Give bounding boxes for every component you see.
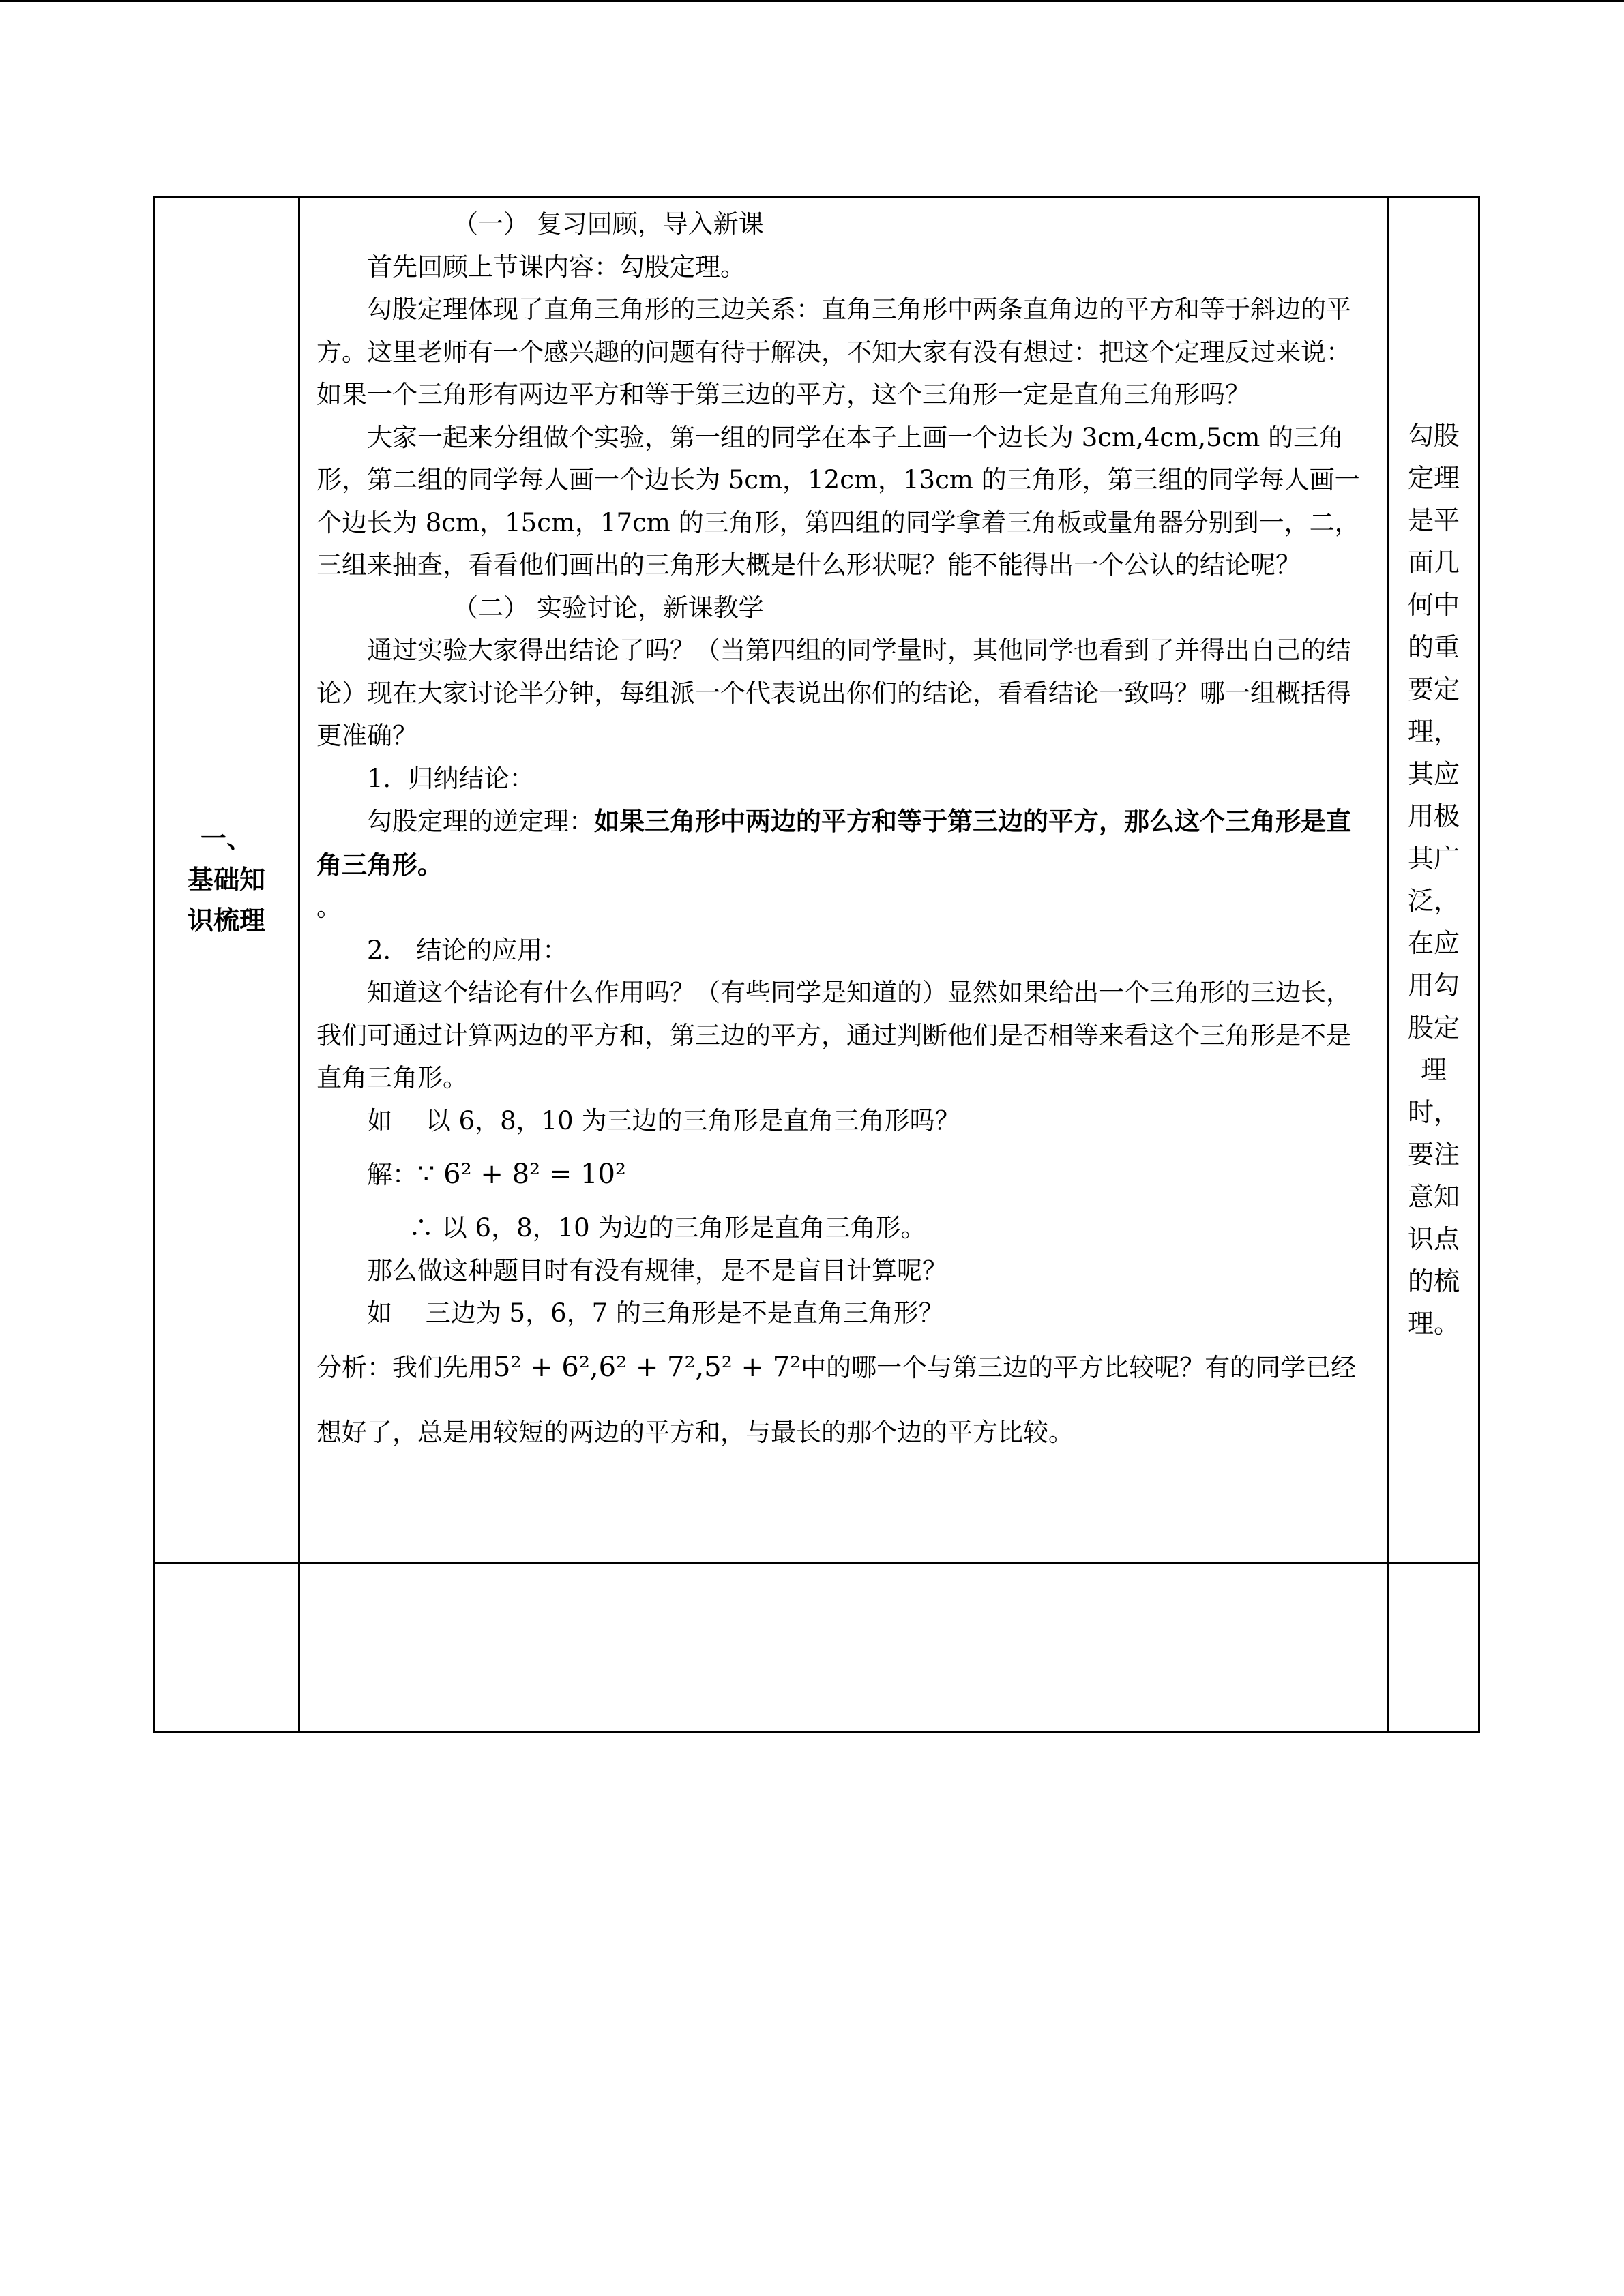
paragraph-experiment: 大家一起来分组做个实验，第一组的同学在本子上画一个边长为 3cm,4cm,5cm 的三角形，第二组的同学每人画一个边长为 5cm，12cm，13cm 的三角形，第三组的同学每人画一个边长为 8cm，15cm，17cm 的三角形，第四组的同学拿着三角板或量角器分别到一，二，三组来抽查，看看他们画出的三角形大概是什么形状呢？能不能得出一个公认的结论呢？	[316, 422, 1360, 580]
list-item-conclusion: 1．归纳结论：	[367, 763, 535, 793]
section-title: 基础知识梳理	[187, 865, 265, 936]
lesson-content	[300, 198, 1387, 1465]
heading-discussion: （二） 实验讨论，新课教学	[453, 593, 764, 623]
therefore-line: ∴ 以 6，8，10 为边的三角形是直角三角形。	[409, 1213, 926, 1242]
table-row-empty	[154, 1563, 1479, 1732]
analysis-text: 中的哪一个与第三边的平方比较呢？有的同学已经想好了，总是用较短的两边的平方和，与最长的那个边的平方比较。	[316, 1352, 1357, 1447]
solution-line	[316, 1142, 1371, 1207]
section-cell	[154, 197, 299, 1563]
analysis-label: 分析：我们先用	[316, 1352, 493, 1382]
analysis-formula: 5² + 6²,6² + 7²,5² + 7²	[493, 1351, 801, 1383]
theorem-statement: 如果三角形中两边的平方和等于第三边的平方，那么这个三角形是直角三角形。	[316, 806, 1351, 880]
side-note	[1389, 198, 1478, 1562]
empty-cell	[154, 1563, 299, 1732]
content-cell	[299, 197, 1389, 1563]
list-item-application: 2． 结论的应用：	[367, 935, 568, 965]
note-cell	[1389, 197, 1479, 1563]
paragraph-recap: 首先回顾上节课内容：勾股定理。	[367, 252, 745, 282]
paragraph-application: 知道这个结论有什么作用吗？（有些同学是知道的）显然如果给出一个三角形的三边长，我们可通过计算两边的平方和，第三边的平方，通过判断他们是否相等来看这个三角形是不是直角三角形。	[316, 978, 1351, 1092]
paragraph-converse-theorem	[316, 800, 1371, 886]
stray-period: 。	[316, 893, 342, 922]
side-note-text: 勾股定理是平面几何中的重要定理，其应用极其广泛，在应用勾股定理时，要注意知识点的梳理。	[1407, 421, 1460, 1339]
table-row	[154, 197, 1479, 1563]
solution-formula: ∵ 6² + 8² = 10²	[417, 1159, 626, 1190]
lesson-table	[153, 196, 1480, 1733]
section-number: 一、	[200, 824, 252, 854]
paragraph-analysis	[316, 1335, 1371, 1465]
section-label	[155, 198, 298, 1562]
example-one: 如 以 6，8，10 为三边的三角形是直角三角形吗？	[367, 1105, 960, 1135]
paragraph-theorem-intro: 勾股定理体现了直角三角形的三边关系：直角三角形中两条直角边的平方和等于斜边的平方。这里老师有一个感兴趣的问题有待于解决，不知大家有没有想过：把这个定理反过来说：如果一个三角形有两边平方和等于第三边的平方，这个三角形一定是直角三角形吗？	[316, 295, 1351, 409]
paragraph-discussion: 通过实验大家得出结论了吗？（当第四组的同学量时，其他同学也看到了并得出自己的结论）现在大家讨论半分钟，每组派一个代表说出你们的结论，看看结论一致吗？哪一组概括得更准确？	[316, 636, 1351, 750]
empty-cell	[1389, 1563, 1479, 1732]
theorem-label: 勾股定理的逆定理：	[367, 807, 594, 836]
empty-cell	[299, 1563, 1389, 1732]
example-two: 如 三边为 5，6，7 的三角形是不是直角三角形？	[367, 1298, 944, 1328]
paragraph-rule-question: 那么做这种题目时有没有规律，是不是盲目计算呢？	[367, 1255, 947, 1285]
solution-label: 解：	[367, 1160, 417, 1189]
heading-review: （一） 复习回顾，导入新课	[453, 209, 764, 239]
